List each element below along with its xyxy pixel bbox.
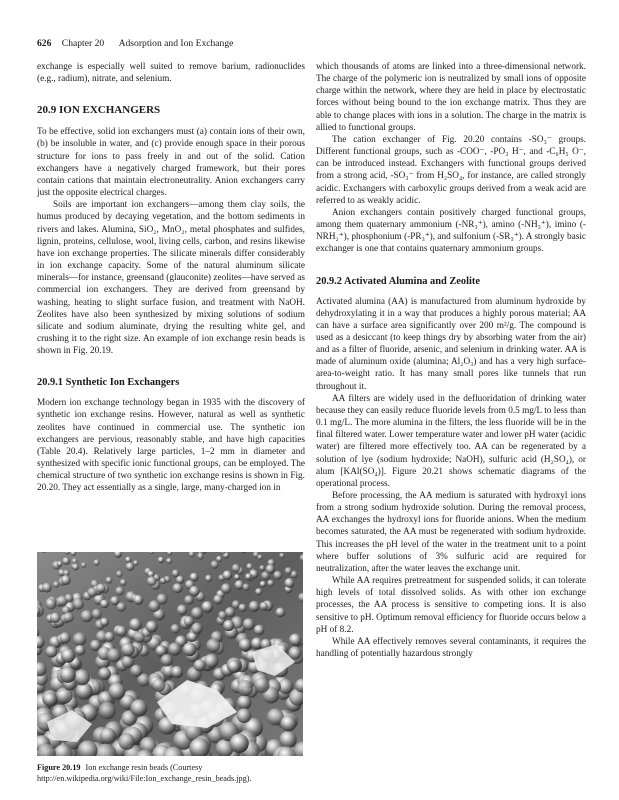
paragraph: Soils are important ion exchangers—among them clay soils, the humus produced by decaying vegetation, and the bottom sediments in rivers and lakes. Alumina, SiO₂, MnO₂, metal phosphates and sulfides, lignin, proteins, cellulose, wool, living cells, carbon, and resins likewise have ion exchange properties. The silicate minerals differ considerably in ion exchange capacity. Some of the natural aluminum silicate minerals—for instance, greensand (glauconite) zeolites—have served as commercial ion exchangers. They are derived from greensand by washing, heating to slight surface fusion, and treatment with NaOH. Zeolites have also been synthesized by mixing solutions of sodium silicate and sodium aluminate, drying the resulting white gel, and crushing it to the right size. An example of ion exchange resin beads is shown in Fig. 20.19. (37, 200, 305, 357)
right-column (316, 61, 586, 660)
section-heading: 20.9 ION EXCHANGERS (37, 104, 161, 117)
left-column (37, 61, 305, 495)
paragraph: The cation exchanger of Fig. 20.20 contains -SO₃⁻ groups. Different functional groups, such as -COO⁻, -PO₃ H⁻, and -C₆H₅ O⁻, can be introduced instead. Exchangers with functional groups derived from a strong acid, -SO₃⁻ from H₂SO₄, for instance, are called strongly acidic. Exchangers with carboxylic groups derived from a weak acid are referred to as weakly acidic. (316, 134, 586, 206)
caption-text: Ion exchange resin beads (Courtesy http://en.wikipedia.org/wiki/File:Ion_exchange_resin_beads.jpg). (37, 763, 252, 783)
figure-caption (37, 762, 307, 784)
chapter-label: Chapter 20 (61, 38, 105, 49)
paragraph: Anion exchangers contain positively charged functional groups, among them quaternary ammonium (-NR₃⁺), amino (-NH₃⁺), imino (-NRH₂⁺), phosphonium (-PR₃⁺), and sulfonium (-SR₃⁺). A strongly basic exchanger is one that contains quaternary ammonium groups. (316, 207, 586, 255)
paragraph: Activated alumina (AA) is manufactured from aluminum hydroxide by dehydroxylating it in a way that produces a highly porous material; AA can have a surface area significantly over 200 m²/g. The compound is used as a desiccant (to keep things dry by absorbing water from the air) and as a filter of fluoride, arsenic, and selenium in drinking water. AA is made of aluminum oxide (alumina; Al₂O₃) and has a very high surface-area-to-weight ratio. It has many small pores like tunnels that run throughout it. (316, 296, 586, 392)
paragraph: exchange is especially well suited to remove barium, radionuclides (e.g., radium), nitrate, and selenium. (37, 62, 305, 85)
page-number: 626 (37, 38, 52, 49)
subsection-heading: 20.9.2 Activated Alumina and Zeolite (316, 275, 480, 287)
resin-beads-photo (37, 552, 303, 756)
paragraph: To be effective, solid ion exchangers must (a) contain ions of their own, (b) be insoluble in water, and (c) provide enough space in their porous structure for ions to pass freely in and out of the solid. Cation exchangers have a negatively charged framework, but their pores contain cations that maintain electroneutrality. Anion exchangers carry just the opposite electrical charges. (37, 127, 305, 199)
paragraph: Modern ion exchange technology began in 1935 with the discovery of synthetic ion exchange resins. However, natural as well as synthetic zeolites have continued in commercial use. The synthetic ion exchangers are pervious, reasonably stable, and have high capacities (Table 20.4). Relatively large particles, 1–2 mm in diameter and synthesized with specific ionic functional groups, can be employed. The chemical structure of two synthetic ion exchange resins is shown in Fig. 20.20. They act essentially as a single, large, many-charged ion in (37, 398, 305, 494)
paragraph: which thousands of atoms are linked into a three-dimensional network. The charge of the polymeric ion is neutralized by small ions of opposite charge within the network, where they are held in place by electrostatic forces without being bound to the ion exchange matrix. Thus they are able to change places with ions in a solution. The charge in the matrix is allied to functional groups. (316, 62, 586, 133)
figure-label: Figure 20.19 (37, 763, 81, 772)
paragraph: While AA requires pretreatment for suspended solids, it can tolerate high levels of total dissolved solids. As with other ion exchange processes, the AA process is sensitive to competing ions. It is also sensitive to pH. Optimum removal efficiency for fluoride occurs below a pH of 8.2. (316, 576, 586, 635)
paragraph: AA filters are widely used in the defluoridation of drinking water because they can easily reduce fluoride levels from 0.5 mg/L to less than 0.1 mg/L. The more alumina in the filters, the less fluoride will be in the final filtered water. Lower temperature water and lower pH water (acidic water) are filtered more effectively too. AA can be regenerated by a solution of lye (sodium hydroxide; NaOH), sulfuric acid (H₂SO₄), or alum [KAl(SO₄)]. Figure 20.21 shows schematic diagrams of the operational process. (316, 393, 586, 489)
resin-beads-image (37, 552, 303, 756)
subsection-heading: 20.9.1 Synthetic Ion Exchangers (37, 377, 180, 389)
running-header (37, 38, 233, 49)
paragraph: While AA effectively removes several contaminants, it requires the handling of potentially hazardous strongly (316, 636, 586, 660)
chapter-title: Adsorption and Ion Exchange (118, 38, 234, 49)
paragraph: Before processing, the AA medium is saturated with hydroxyl ions from a strong sodium hydroxide solution. During the removal process, AA exchanges the hydroxyl ions for fluoride anions. When the medium becomes saturated, the AA must be regenerated with sodium hydroxide. This increases the pH level of the water in the treatment unit to a point where buffer solutions of 3% sulfuric acid are required for neutralization, after the water leaves the exchange unit. (316, 491, 586, 574)
